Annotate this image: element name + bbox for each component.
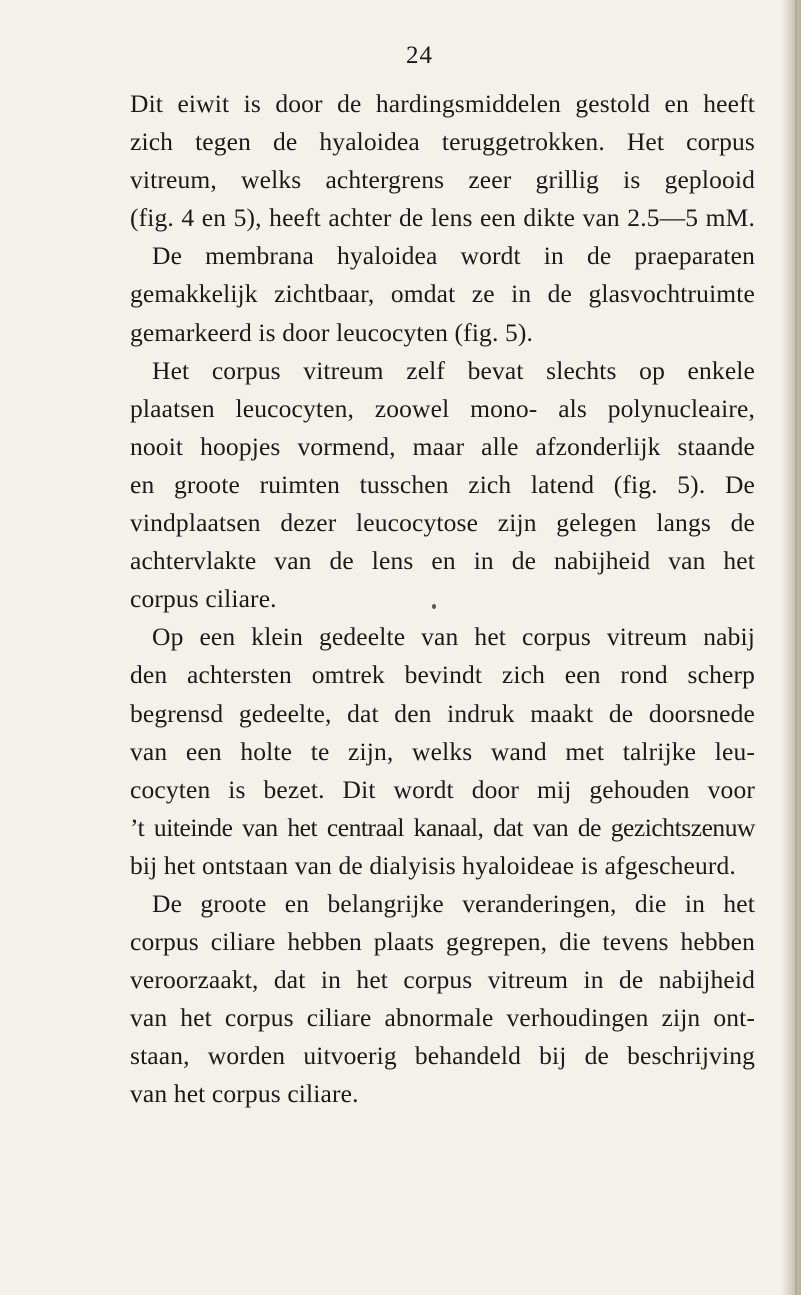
text-line: bij het ontstaan van de dialyisis hyaloideae is afgescheurd. <box>130 850 736 880</box>
text-line: gemarkeerd is door leucocyten (fig. 5). <box>130 317 534 347</box>
paragraph <box>130 618 755 885</box>
text-line: De membrana hyaloidea wordt in de praeparaten <box>152 241 755 271</box>
text-line: Het corpus vitreum zelf bevat slechts op enkele <box>152 355 755 385</box>
text-line: zich tegen de hyaloidea teruggetrokken. Het corpus <box>130 127 755 157</box>
text-line: (fig. 4 en 5), heeft achter de lens een dikte van 2.5—5 mM. <box>130 203 755 233</box>
text-line: achtervlakte van de lens en in de nabijheid van het <box>130 546 755 576</box>
page-edge-line <box>795 0 797 1295</box>
text-line: van het corpus ciliare. <box>130 1079 359 1109</box>
text-line: ’t uiteinde van het centraal kanaal, dat van de gezichtszenuw <box>130 812 755 842</box>
ink-speck <box>432 604 436 609</box>
text-line: vindplaatsen dezer leucocytose zijn gelegen langs de <box>130 508 755 538</box>
text-line: Op een klein gedeelte van het corpus vitreum nabij <box>152 622 755 652</box>
text-line: begrensd gedeelte, dat den indruk maakt de doorsnede <box>130 698 755 728</box>
text-line: nooit hoopjes vormend, maar alle afzonderlijk staande <box>130 431 755 461</box>
text-line: Dit eiwit is door de hardingsmiddelen gestold en heeft <box>130 89 755 118</box>
text-line: veroorzaakt, dat in het corpus vitreum in de nabijheid <box>130 965 755 995</box>
page-edge-shadow <box>781 0 801 1295</box>
paragraph <box>130 885 755 1114</box>
body-text <box>130 85 755 1114</box>
text-line: en groote ruimten tusschen zich latend (fig. 5). De <box>130 469 755 499</box>
text-line: corpus ciliare hebben plaats gegrepen, die tevens hebben <box>130 927 755 957</box>
text-line: plaatsen leucocyten, zoowel mono- als polynucleaire, <box>130 393 755 423</box>
paragraph <box>130 85 755 237</box>
paragraph <box>130 237 755 351</box>
text-line: van een holte te zijn, welks wand met talrijke leu- <box>130 736 755 766</box>
text-line: cocyten is bezet. Dit wordt door mij gehouden voor <box>130 774 755 804</box>
text-line: gemakkelijk zichtbaar, omdat ze in de glasvochtruimte <box>130 279 755 309</box>
text-line: corpus ciliare. <box>130 584 277 614</box>
text-line: van het corpus ciliare abnormale verhoudingen zijn ont- <box>130 1003 755 1033</box>
text-line: De groote en belangrijke veranderingen, die in het <box>152 888 755 918</box>
page-number: 24 <box>406 42 433 69</box>
paragraph <box>130 352 755 619</box>
text-line: vitreum, welks achtergrens zeer grillig is geplooid <box>130 165 755 195</box>
text-line: den achtersten omtrek bevindt zich een rond scherp <box>130 660 755 690</box>
text-line: staan, worden uitvoerig behandeld bij de beschrijving <box>130 1041 755 1071</box>
